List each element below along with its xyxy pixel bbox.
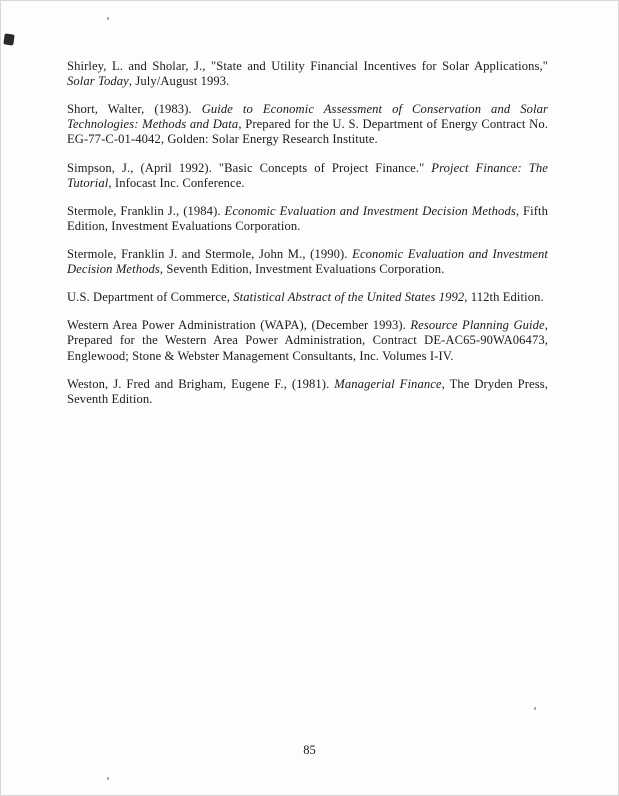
reference-entry	[67, 318, 548, 363]
reference-text: , 112th Edition.	[464, 290, 544, 305]
reference-text: , Fifth Edition, Investment Evaluations Corporation.	[67, 203, 548, 233]
reference-title-italic: Solar Today	[67, 74, 129, 89]
reference-text: , Seventh Edition, Investment Evaluations Corporation.	[159, 262, 445, 277]
reference-text: , Prepared for the Western Area Power Administration, Contract DE-AC65-90WA06473, Englewood; Stone & Webster Management Consultants, Inc. Volumes I-IV.	[67, 318, 548, 363]
scan-artifact-mark	[3, 33, 14, 45]
reference-text: , July/August 1993.	[128, 74, 230, 89]
reference-text: Western Area Power Administration (WAPA), (December 1993).	[67, 318, 411, 333]
reference-text: Simpson, J., (April 1992). "Basic Concepts of Project Finance."	[67, 160, 432, 175]
reference-title-italic: Statistical Abstract of the United States 1992	[233, 290, 465, 305]
reference-title-italic: Resource Planning Guide	[410, 318, 545, 333]
reference-text: , Prepared for the U. S. Department of Energy Contract No. EG-77-C-01-4042, Golden: Solar Energy Research Institute.	[67, 117, 548, 147]
reference-title-italic: Guide to Economic Assessment of Conservation and Solar Technologies: Methods and Data	[67, 102, 548, 132]
reference-entry	[67, 204, 548, 234]
scan-speck	[107, 777, 109, 780]
reference-entry	[67, 161, 548, 191]
page-number: 85	[303, 743, 316, 757]
reference-title-italic: Economic Evaluation and Investment Decision Methods	[224, 203, 516, 218]
reference-title-italic: Economic Evaluation and Investment Decision Methods	[67, 246, 549, 277]
reference-text: Stermole, Franklin J. and Stermole, John M., (1990).	[67, 246, 353, 261]
reference-text: Shirley, L. and Sholar, J., "State and Utility Financial Incentives for Solar Applications,"	[67, 59, 548, 73]
reference-entry	[67, 247, 548, 277]
reference-text: , Infocast Inc. Conference.	[108, 175, 245, 190]
reference-entry	[67, 377, 548, 407]
reference-title-italic: Project Finance: The Tutorial	[67, 160, 548, 190]
scan-speck	[107, 17, 109, 20]
reference-text: U.S. Department of Commerce,	[67, 290, 234, 305]
reference-text: Weston, J. Fred and Brigham, Eugene F., (1981).	[67, 376, 335, 391]
reference-entry	[67, 102, 548, 147]
reference-entry	[67, 59, 548, 89]
reference-text: Stermole, Franklin J., (1984).	[67, 203, 225, 218]
reference-title-italic: Managerial Finance	[334, 376, 442, 391]
references-list	[67, 59, 548, 420]
reference-text: , The Dryden Press, Seventh Edition.	[67, 376, 548, 406]
reference-text: Short, Walter, (1983).	[67, 102, 202, 117]
scan-speck	[534, 707, 536, 710]
reference-entry	[67, 290, 548, 305]
